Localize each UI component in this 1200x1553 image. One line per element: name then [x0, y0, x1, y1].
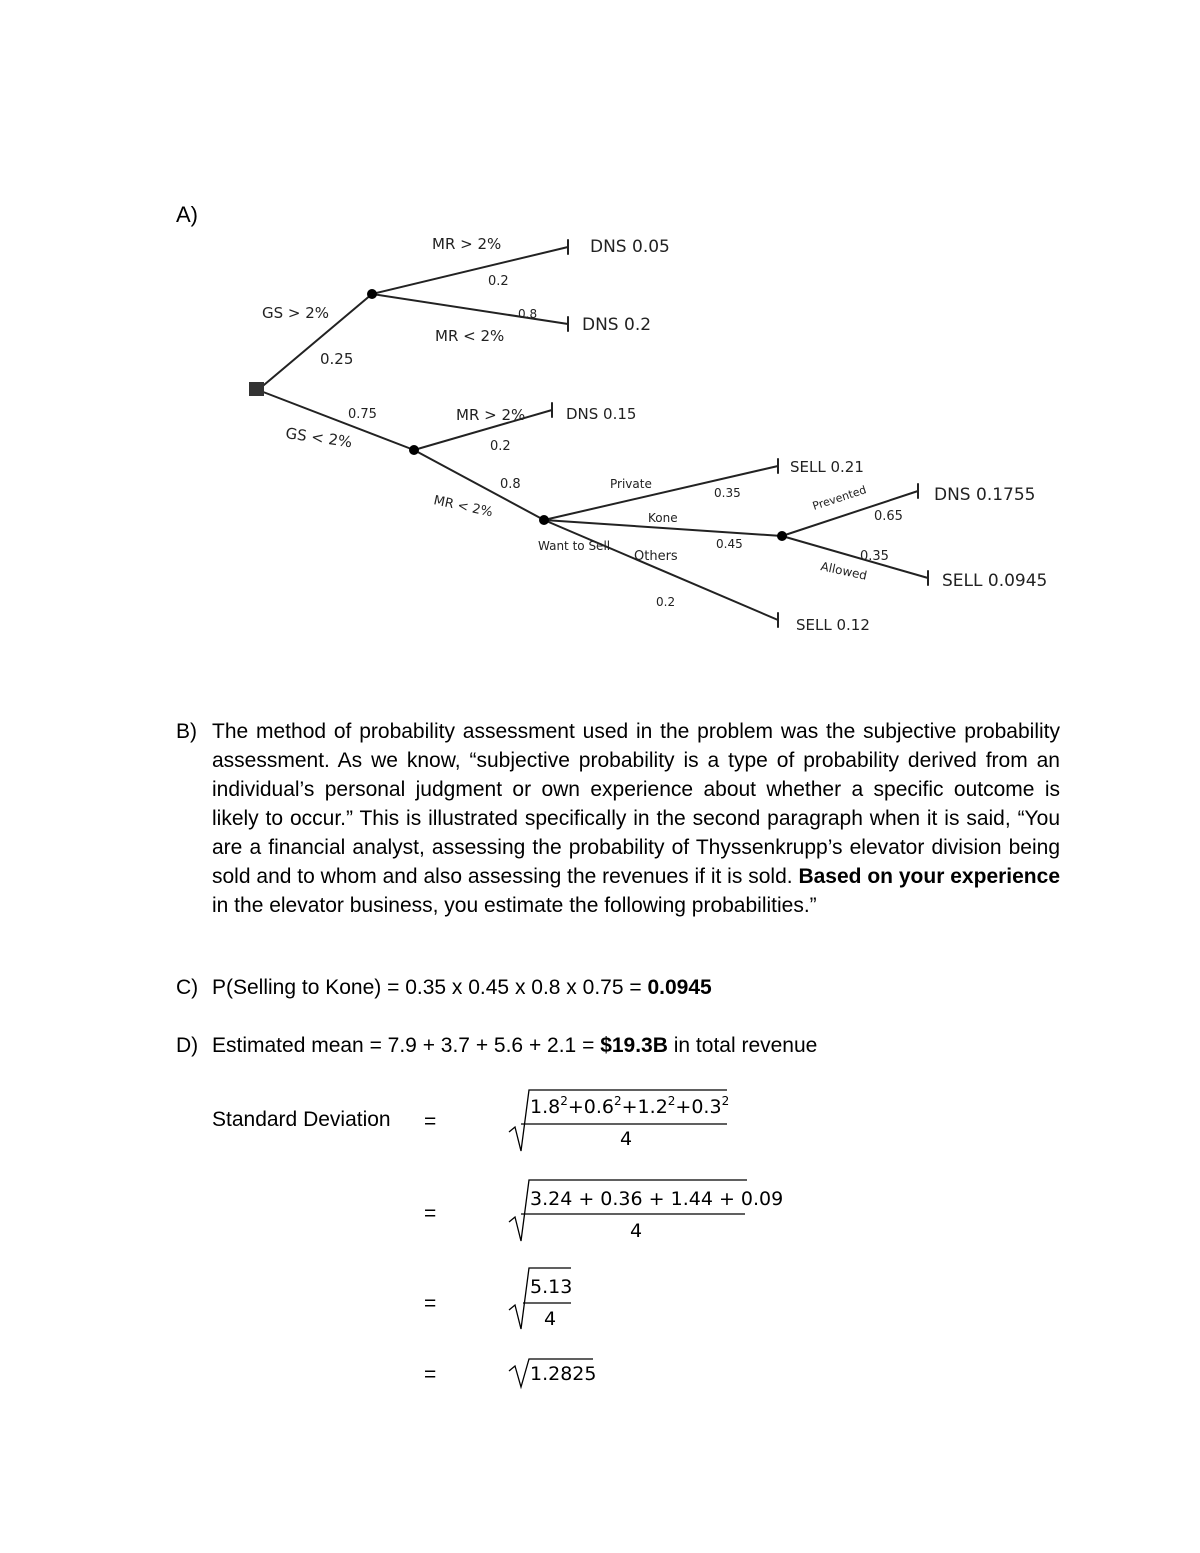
- tree-label: GS > 2%: [262, 304, 330, 322]
- tree-label: 0.45: [716, 537, 743, 551]
- branch-mr-up-1: [372, 247, 568, 294]
- tree-label: 0.8: [500, 477, 521, 492]
- part-c-text: P(Selling to Kone) = 0.35 x 0.45 x 0.8 x 0.75 =: [212, 976, 642, 999]
- tree-label: Prevented: [810, 483, 869, 513]
- tree-label: Want to Sell: [538, 539, 611, 553]
- tree-label: DNS 0.1755: [934, 485, 1036, 505]
- branch-mr-down-1: [372, 294, 568, 324]
- part-c-result: 0.0945: [647, 976, 712, 999]
- part-c-label: C): [176, 976, 199, 999]
- tree-label: 0.35: [714, 486, 741, 500]
- tree-label: 0.25: [320, 350, 354, 368]
- part-d-text: Estimated mean = 7.9 + 3.7 + 5.6 + 2.1 =: [212, 1034, 595, 1057]
- tree-label: MR > 2%: [456, 406, 526, 424]
- part-b-text-2: in the elevator business, you estimate the following probabilities.”: [212, 894, 817, 917]
- chance-node: [367, 289, 377, 299]
- tree-label: DNS 0.2: [582, 315, 652, 335]
- step4-value: 1.2825: [530, 1363, 597, 1385]
- part-d-result: $19.3B: [600, 1034, 668, 1057]
- equals-sign: =: [424, 1110, 437, 1133]
- part-a-label: A): [176, 202, 198, 227]
- step3-numerator: 5.13: [530, 1276, 573, 1298]
- tree-label: 0.75: [348, 407, 377, 422]
- part-b-bold: Based on your experience: [798, 865, 1060, 888]
- step1-numerator: $1.8^2+0.6^2+1.2^2+0.3^2$: [530, 1094, 730, 1118]
- part-b-label: B): [176, 720, 197, 743]
- decision-node: [249, 382, 264, 396]
- tree-label: 0.65: [874, 509, 903, 524]
- step2-denominator: 4: [629, 1220, 643, 1242]
- part-b-paragraph: [212, 717, 1060, 920]
- chance-node: [777, 531, 787, 541]
- tree-label: Private: [610, 477, 652, 491]
- equals-sign: =: [424, 1363, 437, 1386]
- part-c-line: [212, 976, 712, 1000]
- tree-label: 0.8: [518, 307, 538, 321]
- part-d-suffix: in total revenue: [673, 1034, 818, 1057]
- tree-label: MR < 2%: [435, 327, 505, 345]
- tree-label: DNS 0.05: [590, 237, 670, 257]
- tree-label: GS < 2%: [284, 424, 354, 452]
- tree-label: 0.35: [860, 549, 889, 564]
- part-b-text-1: The method of probability assessment used in the problem was the subjective probability assessment. As we know, “subjective probability is a type of probability derived from an individual’s personal judgment or own experience about whether a specific outcome is likely to occur.” This is illustrated specifically in the second paragraph when it is said, “You are a financial analyst, assessing the probability of Thyssenkrupp’s elevator division being sold and to whom and also assessing the revenues if it is sold.: [212, 720, 1060, 888]
- part-d-line: [212, 1034, 817, 1058]
- chance-node: [409, 445, 419, 455]
- part-d-label: D): [176, 1034, 199, 1057]
- tree-label: MR > 2%: [432, 235, 502, 253]
- decision-tree-diagram: [0, 0, 1200, 700]
- tree-label: DNS 0.15: [566, 405, 637, 423]
- tree-label: SELL 0.0945: [942, 571, 1048, 591]
- step2-numerator: 3.24 + 0.36 + 1.44 + 0.09: [530, 1188, 784, 1210]
- tree-label: Kone: [648, 511, 678, 525]
- std-label: Standard Deviation: [212, 1108, 391, 1131]
- equals-sign: =: [424, 1292, 437, 1315]
- tree-label: 0.2: [488, 274, 509, 289]
- tree-label: 0.2: [490, 439, 511, 454]
- tree-label: SELL 0.12: [796, 616, 870, 634]
- tree-label: MR < 2%: [432, 493, 495, 521]
- tree-label: Others: [634, 549, 678, 564]
- chance-node: [539, 515, 549, 525]
- step1-denominator: 4: [619, 1128, 633, 1150]
- tree-label: Allowed: [819, 559, 869, 583]
- tree-label: SELL 0.21: [790, 458, 864, 476]
- equals-sign: =: [424, 1202, 437, 1225]
- tree-label: 0.2: [656, 595, 676, 609]
- step3-denominator: 4: [543, 1308, 557, 1330]
